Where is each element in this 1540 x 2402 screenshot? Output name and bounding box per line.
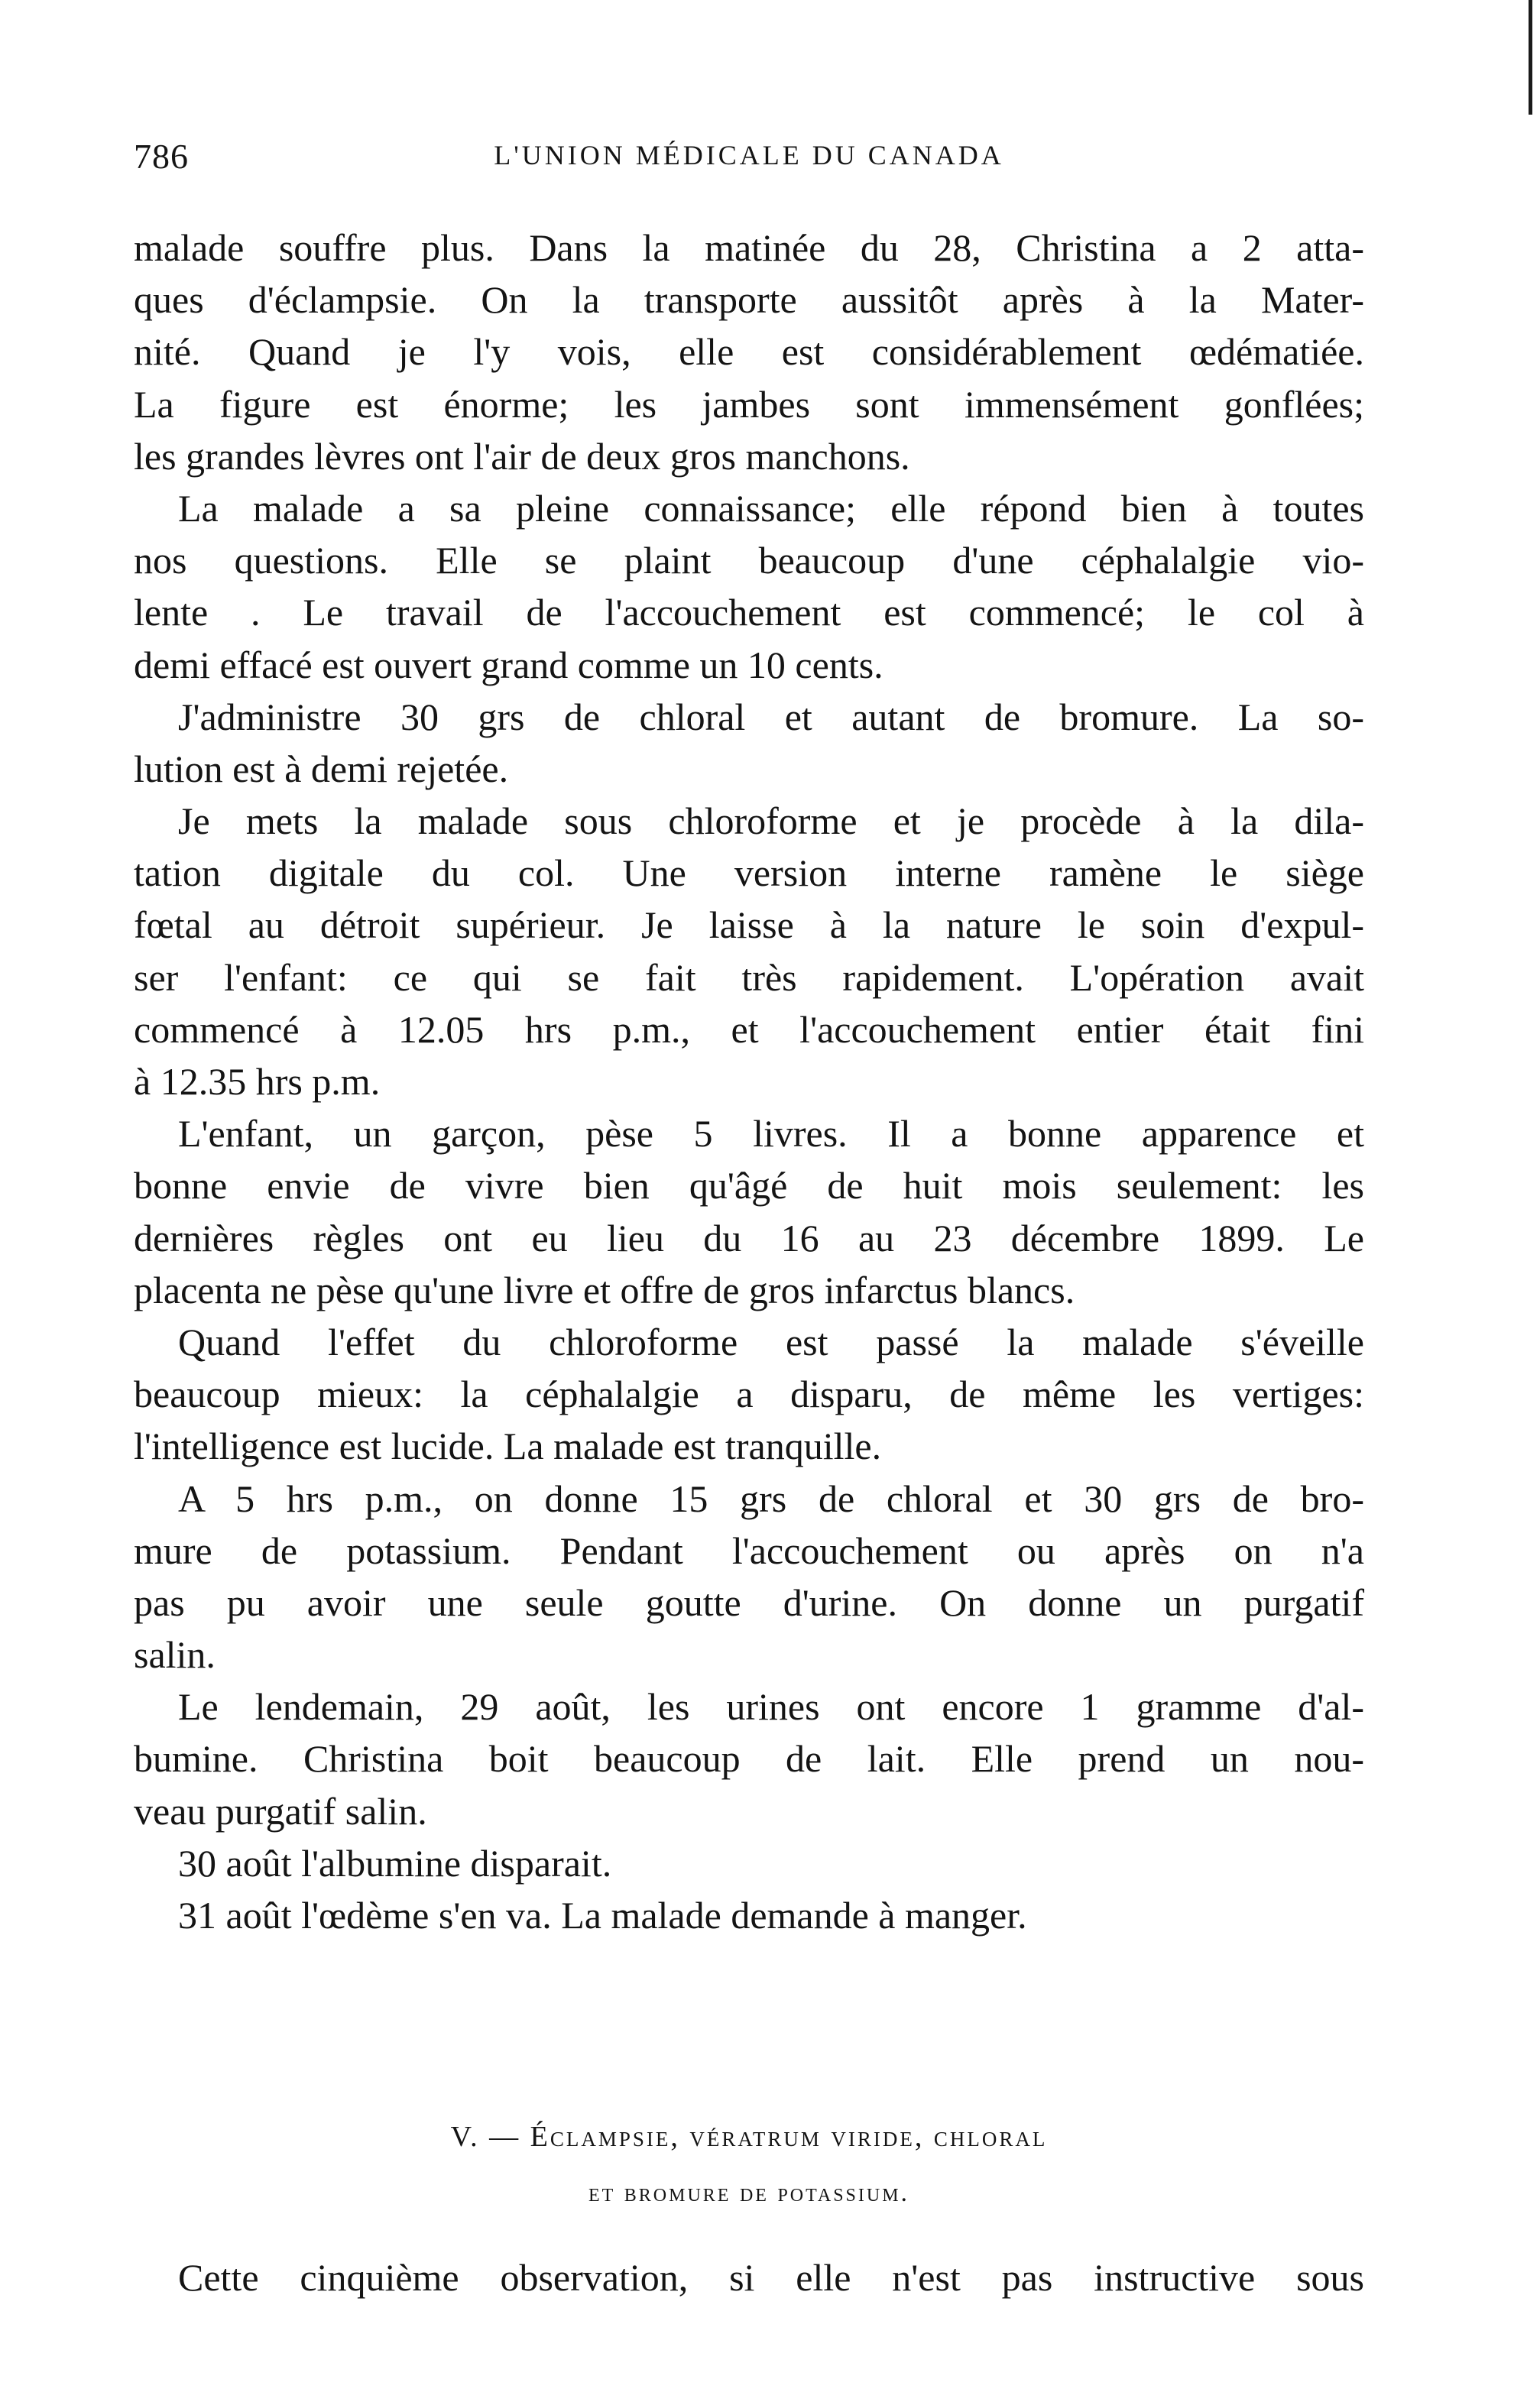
- text-line: malade souffre plus. Dans la matinée du 28, Christina a 2 atta-: [134, 226, 1364, 269]
- text-line: à 12.35 hrs p.m.: [134, 1060, 381, 1103]
- text-line: commencé à 12.05 hrs p.m., et l'accouchement entier était fini: [134, 1007, 1364, 1051]
- body-text: [134, 222, 1364, 1941]
- section-heading-line-1: V. — Éclampsie, vératrum viride, chloral: [450, 2121, 1048, 2153]
- text-line: tation digitale du col. Une version interne ramène le siège: [134, 851, 1364, 895]
- running-title: L'UNION MÉDICALE DU CANADA: [494, 140, 1004, 170]
- page-edge-rule: [1529, 0, 1532, 115]
- text-line: bonne envie de vivre bien qu'âgé de huit mois seulement: les: [134, 1164, 1364, 1207]
- text-line: nos questions. Elle se plaint beaucoup d'une céphalalgie vio-: [134, 539, 1364, 582]
- text-line: lution est à demi rejetée.: [134, 747, 509, 790]
- text-line: les grandes lèvres ont l'air de deux gros manchons.: [134, 434, 910, 478]
- text-line: demi effacé est ouvert grand comme un 10 cents.: [134, 643, 883, 686]
- text-line: placenta ne pèse qu'une livre et offre de gros infarctus blancs.: [134, 1268, 1075, 1311]
- text-line: pas pu avoir une seule goutte d'urine. On donne un purgatif: [134, 1580, 1364, 1624]
- page-header: [134, 136, 1364, 182]
- text-line: L'enfant, un garçon, pèse 5 livres. Il a bonne apparence et: [178, 1112, 1364, 1156]
- text-line: nité. Quand je l'y vois, elle est considérablement œdématiée.: [134, 330, 1364, 374]
- closing-paragraph: [134, 2251, 1364, 2303]
- text-line: lente . Le travail de l'accouchement est commencé; le col à: [134, 591, 1364, 634]
- text-line: Le lendemain, 29 août, les urines ont encore 1 gramme d'al-: [178, 1685, 1364, 1729]
- text-line: Je mets la malade sous chloroforme et je procède à la dila-: [178, 799, 1364, 843]
- text-line: mure de potassium. Pendant l'accouchement ou après on n'a: [134, 1528, 1364, 1572]
- text-line: dernières règles ont eu lieu du 16 au 23 décembre 1899. Le: [134, 1216, 1364, 1259]
- page-number: 786: [134, 137, 189, 176]
- text-line: l'intelligence est lucide. La malade est tranquille.: [134, 1425, 882, 1468]
- text-line: veau purgatif salin.: [134, 1789, 427, 1833]
- text-line: ser l'enfant: ce qui se fait très rapidement. L'opération avait: [134, 955, 1364, 999]
- text-line: Quand l'effet du chloroforme est passé la malade s'éveille: [178, 1320, 1364, 1363]
- text-line: La figure est énorme; les jambes sont immensément gonflées;: [134, 382, 1364, 426]
- text-line: A 5 hrs p.m., on donne 15 grs de chloral et 30 grs de bro-: [178, 1477, 1364, 1520]
- text-line: ques d'éclampsie. On la transporte aussitôt après à la Mater-: [134, 278, 1364, 322]
- text-line: beaucoup mieux: la céphalalgie a disparu, de même les vertiges:: [134, 1373, 1364, 1416]
- section-heading-line-2: et bromure de potassium.: [588, 2179, 910, 2207]
- text-line: La malade a sa pleine connaissance; elle répond bien à toutes: [178, 486, 1364, 530]
- text-line: 31 août l'œdème s'en va. La malade demande à manger.: [178, 1894, 1027, 1937]
- text-line: bumine. Christina boit beaucoup de lait. Elle prend un nou-: [134, 1737, 1364, 1781]
- text-line: J'administre 30 grs de chloral et autant de bromure. La so-: [178, 695, 1364, 738]
- text-line: salin.: [134, 1633, 216, 1677]
- text-line: fœtal au détroit supérieur. Je laisse à la nature le soin d'expul-: [134, 903, 1364, 947]
- text-line: 30 août l'albumine disparait.: [178, 1841, 612, 1885]
- text-line: Cette cinquième observation, si elle n'est pas instructive sous: [178, 2256, 1364, 2299]
